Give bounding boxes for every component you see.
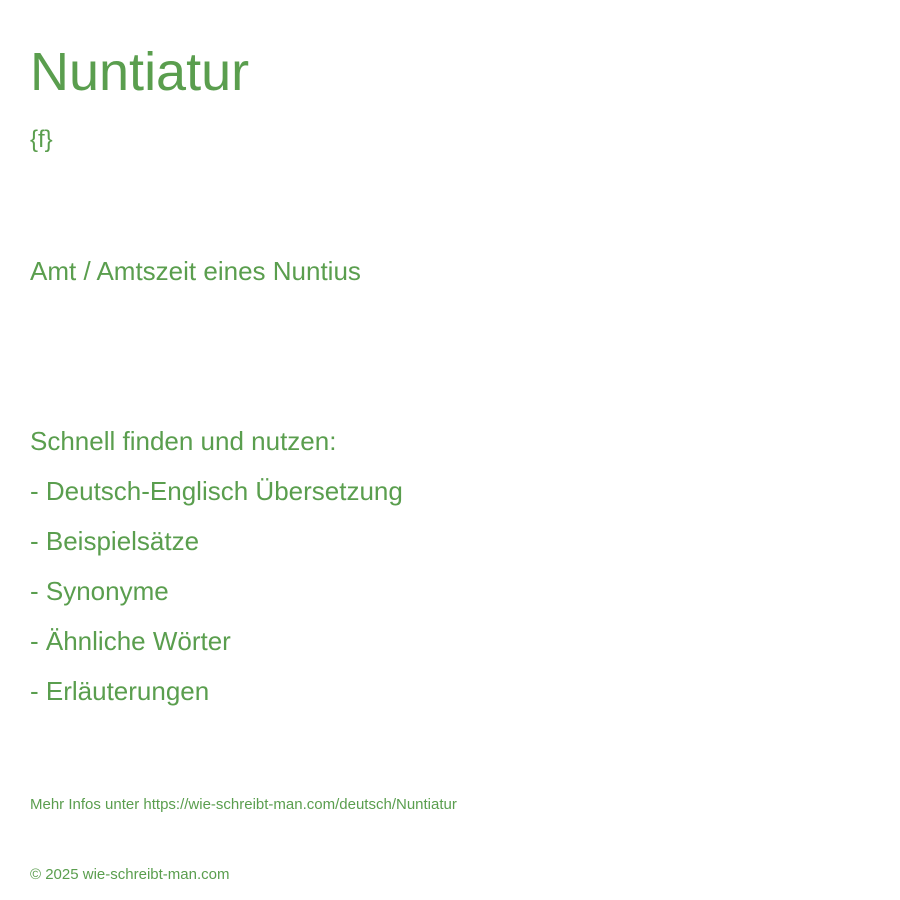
copyright-notice: © 2025 wie-schreibt-man.com (30, 866, 230, 883)
grammatical-gender: {f} (30, 126, 53, 153)
quick-link-similar-words: - Ähnliche Wörter (30, 626, 231, 656)
quick-link-example-sentences: - Beispielsätze (30, 526, 200, 556)
quick-link-translation: - Deutsch-Englisch Übersetzung (30, 476, 403, 506)
quick-link-explanations: - Erläuterungen (30, 676, 210, 706)
more-info-text: Mehr Infos unter https://wie-schreibt-man.com/deutsch/Nuntiatur (30, 796, 457, 813)
definition-text: Amt / Amtszeit eines Nuntius (30, 256, 361, 286)
quick-links-list (30, 474, 403, 724)
quick-link-synonyms: - Synonyme (30, 576, 169, 606)
page-title: Nuntiatur (30, 42, 250, 102)
quick-links-heading: Schnell finden und nutzen: (30, 426, 337, 456)
